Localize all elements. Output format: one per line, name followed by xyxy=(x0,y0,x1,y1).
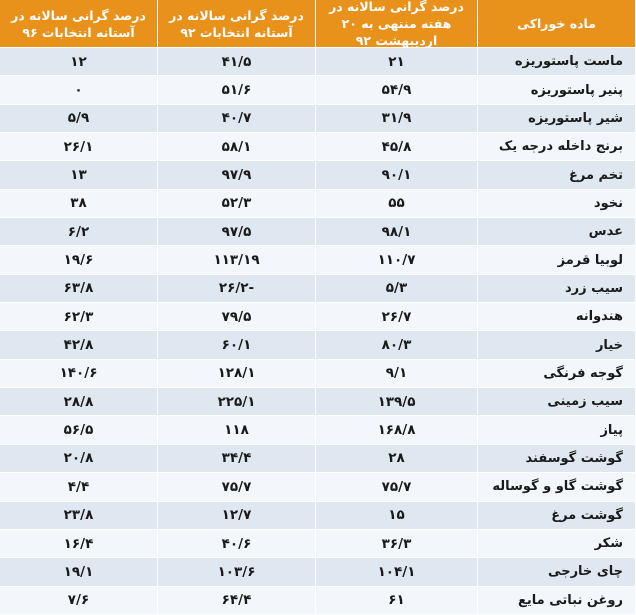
cell-food-item: لوبیا قرمز xyxy=(478,246,636,274)
cell-election-92: ۴۰/۶ xyxy=(158,530,316,558)
cell-week-92: ۱۶۸/۸ xyxy=(316,416,478,444)
header-food-item: ماده خوراکی xyxy=(478,0,636,48)
cell-election-96: ۲۰/۸ xyxy=(0,445,158,473)
cell-food-item: هندوانه xyxy=(478,303,636,331)
cell-week-92: ۲۶/۷ xyxy=(316,303,478,331)
cell-election-96: ۱۴۰/۶ xyxy=(0,360,158,388)
cell-food-item: روغن نباتی مایع xyxy=(478,587,636,615)
cell-election-92: ۷۹/۵ xyxy=(158,303,316,331)
cell-election-92: ۱۰۳/۶ xyxy=(158,558,316,586)
cell-election-96: ۲۳/۸ xyxy=(0,502,158,530)
cell-election-96: ۱۳ xyxy=(0,161,158,189)
cell-food-item: پنیر پاستوریزه xyxy=(478,76,636,104)
cell-election-96: ۱۲ xyxy=(0,48,158,76)
cell-week-92: ۸۰/۳ xyxy=(316,331,478,359)
cell-week-92: ۹۸/۱ xyxy=(316,218,478,246)
cell-week-92: ۶۱ xyxy=(316,587,478,615)
cell-week-92: ۷۵/۷ xyxy=(316,473,478,501)
cell-election-92: -۲۶/۲ xyxy=(158,275,316,303)
cell-food-item: سیب زمینی xyxy=(478,388,636,416)
cell-week-92: ۲۱ xyxy=(316,48,478,76)
cell-food-item: خیار xyxy=(478,331,636,359)
cell-election-92: ۶۰/۱ xyxy=(158,331,316,359)
cell-week-92: ۳۶/۳ xyxy=(316,530,478,558)
cell-food-item: شکر xyxy=(478,530,636,558)
cell-election-92: ۵۲/۳ xyxy=(158,190,316,218)
cell-election-92: ۹۷/۹ xyxy=(158,161,316,189)
cell-election-92: ۱۱۸ xyxy=(158,416,316,444)
header-election-92: درصد گرانی سالانه در آستانه انتخابات ۹۲ xyxy=(158,0,316,48)
cell-week-92: ۳۱/۹ xyxy=(316,105,478,133)
cell-food-item: گوشت گاو و گوساله xyxy=(478,473,636,501)
cell-food-item: گوشت مرغ xyxy=(478,502,636,530)
cell-election-92: ۴۰/۷ xyxy=(158,105,316,133)
cell-election-96: ۰ xyxy=(0,76,158,104)
cell-food-item: گوشت گوسفند xyxy=(478,445,636,473)
cell-week-92: ۴۵/۸ xyxy=(316,133,478,161)
cell-election-92: ۴۱/۵ xyxy=(158,48,316,76)
cell-election-92: ۶۴/۴ xyxy=(158,587,316,615)
cell-week-92: ۵/۳ xyxy=(316,275,478,303)
cell-week-92: ۲۸ xyxy=(316,445,478,473)
cell-election-96: ۱۹/۱ xyxy=(0,558,158,586)
cell-election-92: ۵۸/۱ xyxy=(158,133,316,161)
cell-election-96: ۵/۹ xyxy=(0,105,158,133)
cell-election-96: ۱۶/۴ xyxy=(0,530,158,558)
cell-election-92: ۹۷/۵ xyxy=(158,218,316,246)
cell-election-96: ۴۲/۸ xyxy=(0,331,158,359)
header-election-96: درصد گرانی سالانه در آستانه انتخابات ۹۶ xyxy=(0,0,158,48)
cell-election-96: ۷/۶ xyxy=(0,587,158,615)
cell-election-96: ۲۸/۸ xyxy=(0,388,158,416)
cell-week-92: ۱۱۰/۷ xyxy=(316,246,478,274)
cell-food-item: برنج داخله درجه یک xyxy=(478,133,636,161)
cell-election-92: ۱۲۸/۱ xyxy=(158,360,316,388)
cell-election-96: ۶۲/۳ xyxy=(0,303,158,331)
cell-food-item: سیب زرد xyxy=(478,275,636,303)
cell-election-92: ۵۱/۶ xyxy=(158,76,316,104)
cell-food-item: تخم مرغ xyxy=(478,161,636,189)
cell-week-92: ۹۰/۱ xyxy=(316,161,478,189)
cell-food-item: شیر پاستوریزه xyxy=(478,105,636,133)
cell-week-92: ۱۳۹/۵ xyxy=(316,388,478,416)
cell-food-item: گوجه فرنگی xyxy=(478,360,636,388)
cell-election-96: ۴/۴ xyxy=(0,473,158,501)
cell-election-96: ۲۶/۱ xyxy=(0,133,158,161)
cell-week-92: ۵۴/۹ xyxy=(316,76,478,104)
cell-election-96: ۵۶/۵ xyxy=(0,416,158,444)
cell-election-96: ۳۸ xyxy=(0,190,158,218)
cell-election-96: ۶/۲ xyxy=(0,218,158,246)
cell-food-item: نخود xyxy=(478,190,636,218)
cell-election-92: ۲۲۵/۱ xyxy=(158,388,316,416)
cell-food-item: ماست پاستوریزه xyxy=(478,48,636,76)
cell-week-92: ۱۰۴/۱ xyxy=(316,558,478,586)
cell-food-item: عدس xyxy=(478,218,636,246)
cell-week-92: ۹/۱ xyxy=(316,360,478,388)
cell-food-item: پیاز xyxy=(478,416,636,444)
cell-week-92: ۵۵ xyxy=(316,190,478,218)
cell-election-92: ۱۲/۷ xyxy=(158,502,316,530)
header-week-92: درصد گرانی سالانه در هفته منتهی به ۲۰ اردیبهشت ۹۲ xyxy=(316,0,478,48)
cell-election-96: ۶۳/۸ xyxy=(0,275,158,303)
cell-election-92: ۷۵/۷ xyxy=(158,473,316,501)
cell-food-item: چای خارجی xyxy=(478,558,636,586)
cell-election-92: ۳۴/۴ xyxy=(158,445,316,473)
cell-election-96: ۱۹/۶ xyxy=(0,246,158,274)
cell-election-92: ۱۱۳/۱۹ xyxy=(158,246,316,274)
cell-week-92: ۱۵ xyxy=(316,502,478,530)
